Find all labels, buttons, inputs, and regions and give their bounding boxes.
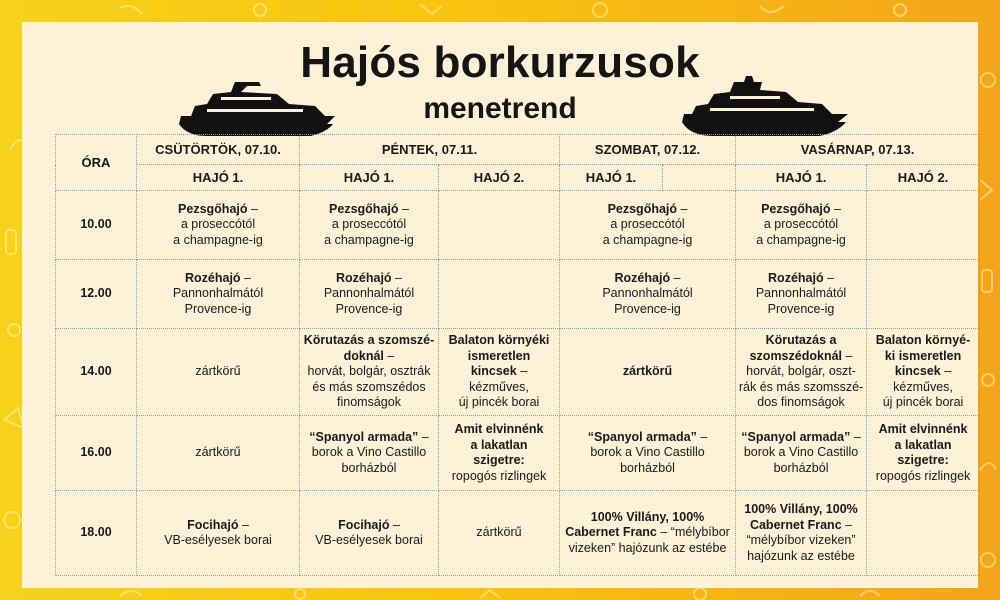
yacht-icon xyxy=(177,80,337,142)
event-cell: 100% Villány, 100% Cabernet Franc – “mélybíbor vizeken” hajózunk az estébe xyxy=(560,491,736,576)
schedule-table xyxy=(55,134,980,576)
time-cell: 10.00 xyxy=(56,191,137,260)
event-cell: Balaton környé- ki ismeretlen kincsek – kézműves, új pincék borai xyxy=(867,329,980,416)
event-cell: “Spanyol armada” – borok a Vino Castillo borházból xyxy=(736,416,867,491)
empty-cell xyxy=(867,191,980,260)
empty-cell xyxy=(439,191,560,260)
yacht-icon xyxy=(680,74,850,142)
event-cell: Amit elvinnénk a lakatlan szigetre: ropogós rizlingek xyxy=(439,416,560,491)
event-cell: zártkörű xyxy=(137,329,300,416)
event-cell: Focihajó – VB-esélyesek borai xyxy=(300,491,439,576)
event-cell: Körutazás a szomszédoknál – horvát, bolgár, oszt- rák és más szomsszé- dos finomságok xyxy=(736,329,867,416)
empty-cell xyxy=(867,260,980,329)
event-cell: Pezsgőhajó – a proseccótól a champagne-ig xyxy=(137,191,300,260)
event-cell: Rozéhajó – Pannonhalmától Provence-ig xyxy=(560,260,736,329)
day-header: SZOMBAT, 07.12. xyxy=(560,135,736,165)
event-cell: “Spanyol armada” – borok a Vino Castillo borházból xyxy=(300,416,439,491)
event-cell: Balaton környéki ismeretlen kincsek – kézműves, új pincék borai xyxy=(439,329,560,416)
page-title: Hajós borkurzusok xyxy=(300,38,700,87)
event-cell: Rozéhajó – Pannonhalmától Provence-ig xyxy=(300,260,439,329)
empty-cell xyxy=(663,165,736,191)
event-cell: Pezsgőhajó – a proseccótól a champagne-ig xyxy=(560,191,736,260)
page-subtitle: menetrend xyxy=(423,92,577,125)
time-cell: 14.00 xyxy=(56,329,137,416)
ship-header: HAJÓ 1. xyxy=(560,165,663,191)
empty-cell xyxy=(867,491,980,576)
event-cell: 100% Villány, 100% Cabernet Franc – “mélybíbor vizeken” hajózunk az estébe xyxy=(736,491,867,576)
ship-header: HAJÓ 1. xyxy=(300,165,439,191)
event-cell: Focihajó – VB-esélyesek borai xyxy=(137,491,300,576)
event-cell: zártkörű xyxy=(137,416,300,491)
event-cell: Körutazás a szomszé- doknál – horvát, bolgár, osztrák és más szomszédos finomságok xyxy=(300,329,439,416)
event-cell: zártkörű xyxy=(560,329,736,416)
time-cell: 18.00 xyxy=(56,491,137,576)
empty-cell xyxy=(439,260,560,329)
event-cell: Rozéhajó – Pannonhalmától Provence-ig xyxy=(137,260,300,329)
ship-header: HAJÓ 1. xyxy=(736,165,867,191)
time-cell: 16.00 xyxy=(56,416,137,491)
day-header: CSÜTÖRTÖK, 07.10. xyxy=(137,135,300,165)
schedule-panel xyxy=(22,22,978,588)
ship-header: HAJÓ 2. xyxy=(867,165,980,191)
ship-header: HAJÓ 2. xyxy=(439,165,560,191)
event-cell: Pezsgőhajó – a proseccótól a champagne-ig xyxy=(736,191,867,260)
time-cell: 12.00 xyxy=(56,260,137,329)
event-cell: Amit elvinnénk a lakatlan szigetre: ropogós rizlingek xyxy=(867,416,980,491)
event-cell: Pezsgőhajó – a proseccótól a champagne-ig xyxy=(300,191,439,260)
event-cell: zártkörű xyxy=(439,491,560,576)
event-cell: “Spanyol armada” – borok a Vino Castillo borházból xyxy=(560,416,736,491)
event-cell: Rozéhajó – Pannonhalmától Provence-ig xyxy=(736,260,867,329)
hour-column-header: ÓRA xyxy=(56,135,137,191)
ship-header: HAJÓ 1. xyxy=(137,165,300,191)
day-header: VASÁRNAP, 07.13. xyxy=(736,135,980,165)
day-header: PÉNTEK, 07.11. xyxy=(300,135,560,165)
